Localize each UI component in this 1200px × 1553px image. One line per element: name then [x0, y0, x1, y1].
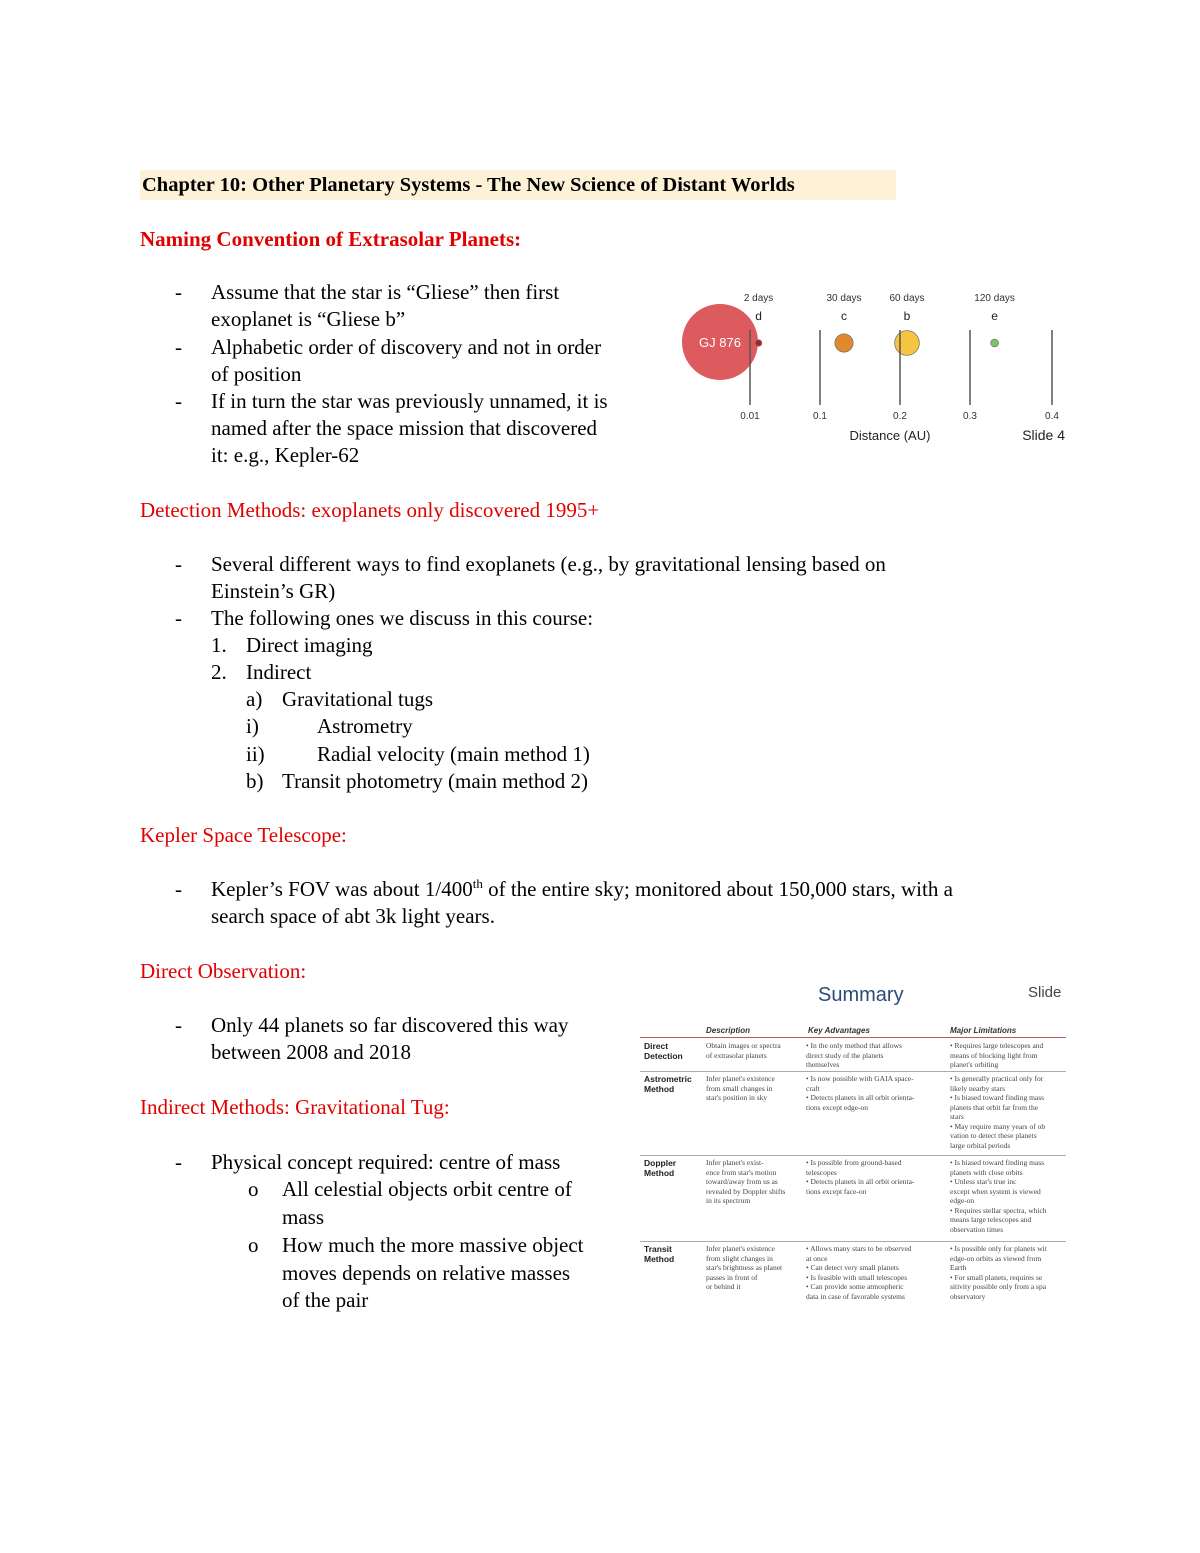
- planet-c: [835, 334, 853, 352]
- list-item-transit-photometry: Transit photometry (main method 2): [282, 769, 589, 793]
- naming-bullet-1-line-2: exoplanet is “Gliese b”: [211, 307, 406, 331]
- sub-bullet-2-line-1: How much the more massive object: [282, 1233, 584, 1257]
- summary-title: Summary: [818, 984, 904, 1006]
- summary-table-figure: [640, 982, 1066, 1322]
- bullet-dash: -: [175, 389, 182, 413]
- axis-tick-label: 0.1: [813, 411, 827, 422]
- list-marker: b): [246, 769, 264, 793]
- planet-d: [755, 340, 762, 347]
- sub-bullet-2-line-2: moves depends on relative masses: [282, 1261, 571, 1285]
- table-row-divider: [640, 1241, 1066, 1242]
- bullet-dash: -: [175, 552, 182, 576]
- summary-cell-limitations: • Is possible only for planets wit edge-on orbits as viewed from Earth • For small planets, requires se sitivity possible only from a spa observatory: [950, 1244, 1047, 1301]
- summary-row-name: Doppler Method: [644, 1158, 677, 1178]
- kepler-bullet-line-1: [211, 876, 953, 903]
- axis-tick-label: 0.2: [893, 411, 907, 422]
- list-item-gravitational-tugs: Gravitational tugs: [282, 687, 434, 711]
- planet-period-label: 30 days: [826, 293, 862, 304]
- sub-bullet-marker: o: [248, 1177, 259, 1201]
- sub-bullet-marker: o: [248, 1233, 259, 1257]
- summary-cell-advantages: • Is now possible with GAIA space- craft • Detects planets in all orbit orienta- tions except edge-on: [806, 1074, 915, 1112]
- summary-cell-description: Infer planet's existence from small changes in star's position in sky: [706, 1074, 775, 1102]
- list-item-radial-velocity: Radial velocity (main method 1): [317, 742, 590, 766]
- planet-period-label: 60 days: [889, 293, 925, 304]
- sub-bullet-1-line-1: All celestial objects orbit centre of: [282, 1177, 572, 1201]
- bullet-dash: -: [175, 1013, 182, 1037]
- list-item-indirect: Indirect: [246, 660, 312, 684]
- star-label: GJ 876: [699, 335, 741, 350]
- list-marker: 1.: [211, 633, 227, 657]
- naming-bullet-3-line-2: named after the space mission that discovered: [211, 416, 598, 440]
- summary-header-description: Description: [706, 1026, 751, 1035]
- summary-cell-advantages: • Allows many stars to be observed at once • Can detect very small planets • Is feasible with small telescopes • Can provide some atmospheric data in case of favorable systems: [806, 1244, 912, 1301]
- summary-cell-description: Obtain images or spectra of extrasolar planets: [706, 1041, 781, 1060]
- list-item-direct-imaging: Direct imaging: [246, 633, 373, 657]
- kepler-bullet-line-2: search space of abt 3k light years.: [211, 904, 495, 928]
- summary-cell-description: Infer planet's existence from slight changes in star's brightness as planet passes in front of or behind it: [706, 1244, 783, 1291]
- indirect-bullet-1: Physical concept required: centre of mass: [211, 1150, 561, 1174]
- bullet-dash: -: [175, 280, 182, 304]
- list-marker: ii): [246, 742, 265, 766]
- slide-label: Slide 4: [1022, 427, 1065, 443]
- list-item-astrometry: Astrometry: [317, 714, 413, 738]
- table-rule: [640, 1037, 1066, 1038]
- planet-letter-label: b: [903, 309, 911, 323]
- summary-cell-advantages: • In the only method that allows direct study of the planets themselves: [806, 1041, 902, 1069]
- kepler-text-pre: Kepler’s FOV was about 1/400: [211, 877, 473, 901]
- summary-row-name: Transit Method: [644, 1244, 675, 1264]
- sub-bullet-2-line-3: of the pair: [282, 1288, 369, 1312]
- gj876-system-diagram: [680, 280, 1075, 450]
- summary-row-name: Direct Detection: [644, 1041, 683, 1061]
- summary-header-advantages: Key Advantages: [808, 1026, 870, 1035]
- naming-bullet-3-line-1: If in turn the star was previously unnamed, it is: [211, 389, 608, 413]
- summary-cell-limitations: • Is generally practical only for likely nearby stars • Is biased toward finding mass planets that orbit far from the stars • May require many years of ob vation to detect these planets large orbital periods: [950, 1074, 1046, 1150]
- summary-slide-label: Slide: [1028, 984, 1062, 1001]
- bullet-dash: -: [175, 1150, 182, 1174]
- planet-letter-label: c: [841, 309, 847, 323]
- direct-bullet-line-1: Only 44 planets so far discovered this way: [211, 1013, 569, 1037]
- x-axis-label: Distance (AU): [849, 428, 931, 443]
- heading-direct-observation: Direct Observation:: [140, 959, 307, 983]
- planet-b: [895, 331, 920, 356]
- planet-e: [991, 339, 999, 347]
- summary-cell-description: Infer planet's exist- ence from star's motion toward/away from us as revealed by Doppler shifts in its spectrum: [706, 1158, 786, 1205]
- bullet-dash: -: [175, 335, 182, 359]
- planet-letter-label: d: [755, 309, 762, 323]
- table-row-divider: [640, 1155, 1066, 1156]
- heading-detection-methods: Detection Methods: exoplanets only discovered 1995+: [140, 498, 600, 522]
- page-title: Chapter 10: Other Planetary Systems - The New Science of Distant Worlds: [140, 170, 896, 200]
- naming-bullet-2-line-2: of position: [211, 362, 302, 386]
- planet-letter-label: e: [991, 309, 998, 323]
- list-marker: i): [246, 714, 259, 738]
- summary-cell-limitations: • Is biased toward finding mass planets with close orbits • Unless star's true inc except when system is viewed edge-on • Requires stellar spectra, which means large telescopes and observation times: [950, 1158, 1047, 1234]
- direct-bullet-line-2: between 2008 and 2018: [211, 1040, 412, 1064]
- planet-period-label: 2 days: [743, 293, 774, 304]
- detection-bullet-1-line-2: Einstein’s GR): [211, 579, 336, 603]
- kepler-text-post: of the entire sky; monitored about 150,000 stars, with a: [482, 877, 953, 901]
- planet-period-label: 120 days: [974, 293, 1015, 304]
- axis-tick-label: 0.4: [1045, 411, 1059, 422]
- kepler-superscript: th: [472, 876, 483, 891]
- heading-indirect-gravitational-tug: Indirect Methods: Gravitational Tug:: [140, 1095, 450, 1119]
- detection-bullet-2: The following ones we discuss in this course:: [211, 606, 594, 630]
- summary-header-limitations: Major Limitations: [950, 1026, 1017, 1035]
- summary-cell-limitations: • Requires large telescopes and means of blocking light from planet's orbiting: [950, 1041, 1044, 1069]
- axis-tick-label: 0.3: [963, 411, 977, 422]
- detection-bullet-1-line-1: Several different ways to find exoplanets (e.g., by gravitational lensing based on: [211, 552, 886, 576]
- heading-kepler-space-telescope: Kepler Space Telescope:: [140, 823, 347, 847]
- naming-bullet-2-line-1: Alphabetic order of discovery and not in order: [211, 335, 602, 359]
- naming-bullet-3-line-3: it: e.g., Kepler-62: [211, 443, 360, 467]
- sub-bullet-1-line-2: mass: [282, 1205, 324, 1229]
- naming-bullet-1-line-1: Assume that the star is “Gliese” then first: [211, 280, 560, 304]
- axis-tick-label: 0.01: [740, 411, 760, 422]
- bullet-dash: -: [175, 877, 182, 901]
- table-row-divider: [640, 1071, 1066, 1072]
- heading-naming-convention: Naming Convention of Extrasolar Planets:: [140, 227, 522, 251]
- summary-cell-advantages: • Is possible from ground-based telescopes • Detects planets in all orbit orienta- tions except face-on: [806, 1158, 915, 1196]
- list-marker: a): [246, 687, 263, 711]
- summary-row-name: Astrometric Method: [644, 1074, 692, 1094]
- bullet-dash: -: [175, 606, 182, 630]
- list-marker: 2.: [211, 660, 227, 684]
